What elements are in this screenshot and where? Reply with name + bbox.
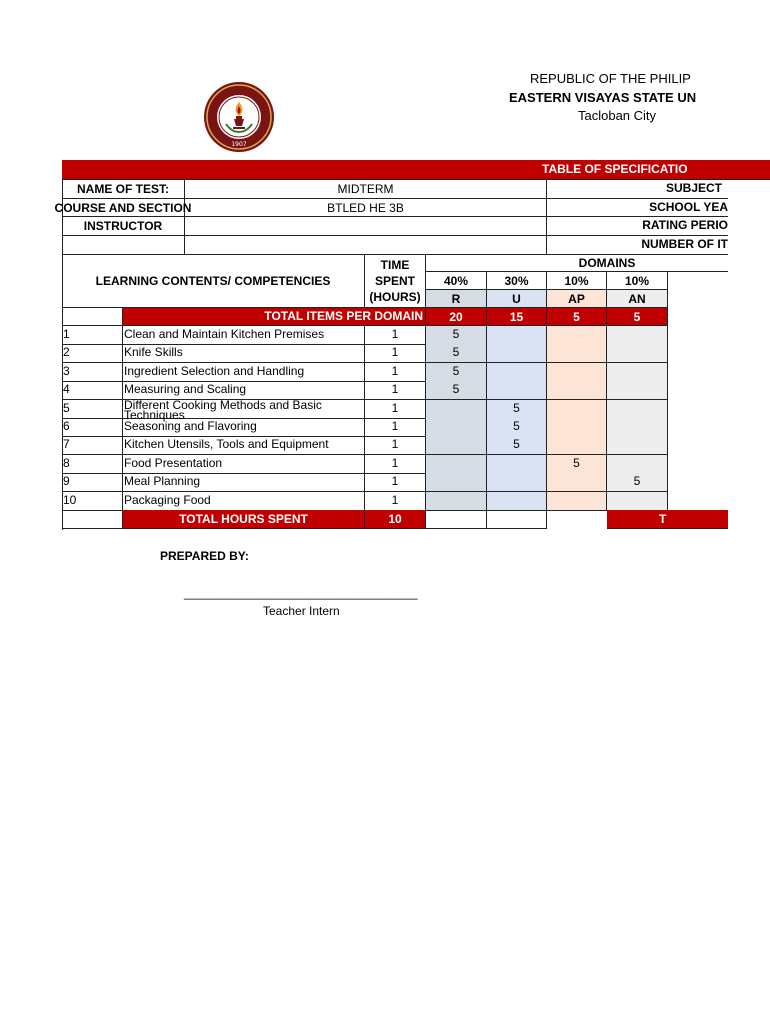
teacher-intern-label: Teacher Intern bbox=[263, 604, 340, 618]
total-items-u: 15 bbox=[487, 308, 547, 326]
blank-cell bbox=[62, 510, 123, 529]
row-an-items bbox=[607, 455, 668, 474]
row-an-items bbox=[607, 492, 668, 511]
row-an-items bbox=[607, 326, 668, 345]
row-r-items: 5 bbox=[426, 344, 487, 363]
row-ap-items bbox=[547, 418, 607, 437]
blank-cell bbox=[426, 510, 487, 529]
row-hours: 1 bbox=[365, 492, 426, 511]
percent-an: 10% bbox=[607, 272, 668, 290]
row-hours: 1 bbox=[365, 381, 426, 400]
time-spent-header bbox=[365, 255, 426, 308]
time-header-line: TIME bbox=[380, 258, 410, 272]
row-r-items: 5 bbox=[426, 363, 487, 382]
row-number: 8 bbox=[62, 455, 123, 474]
row-hours: 1 bbox=[365, 344, 426, 363]
row-u-items bbox=[487, 381, 547, 400]
number-of-items-label: NUMBER OF IT bbox=[547, 236, 728, 255]
row-ap-items bbox=[547, 492, 607, 511]
total-hours-value: 10 bbox=[365, 510, 426, 529]
domain-code-u: U bbox=[487, 290, 547, 308]
domain-code-ap: AP bbox=[547, 290, 607, 308]
instructor-label: INSTRUCTOR bbox=[62, 217, 185, 236]
row-r-items bbox=[426, 492, 487, 511]
blank-cell bbox=[487, 510, 547, 529]
row-ap-items bbox=[547, 400, 607, 419]
row-number: 2 bbox=[62, 344, 123, 363]
row-u-items bbox=[487, 363, 547, 382]
blank-cell bbox=[62, 236, 185, 255]
row-number: 10 bbox=[62, 492, 123, 511]
row-u-items: 5 bbox=[487, 400, 547, 419]
percent-ap: 10% bbox=[547, 272, 607, 290]
row-hours: 1 bbox=[365, 436, 426, 455]
row-r-items: 5 bbox=[426, 326, 487, 345]
row-u-items: 5 bbox=[487, 436, 547, 455]
table-title: TABLE OF SPECIFICATIO bbox=[540, 160, 770, 180]
row-u-items bbox=[487, 326, 547, 345]
row-hours: 1 bbox=[365, 418, 426, 437]
competency-text: Kitchen Utensils, Tools and Equipment bbox=[123, 436, 365, 455]
name-of-test-label: NAME OF TEST: bbox=[62, 180, 185, 199]
row-number: 1 bbox=[62, 326, 123, 345]
school-year-label: SCHOOL YEA bbox=[547, 199, 728, 217]
competency-text: Ingredient Selection and Handling bbox=[123, 363, 365, 382]
blank-cell bbox=[62, 308, 123, 326]
instructor-value bbox=[185, 217, 547, 236]
subject-label: SUBJECT bbox=[547, 180, 728, 199]
row-hours: 1 bbox=[365, 400, 426, 419]
row-r-items bbox=[426, 400, 487, 419]
rating-period-label: RATING PERIO bbox=[547, 217, 728, 236]
course-section-value: BTLED HE 3B bbox=[185, 199, 547, 217]
row-hours: 1 bbox=[365, 326, 426, 345]
contents-header: LEARNING CONTENTS/ COMPETENCIES bbox=[62, 255, 365, 308]
row-an-items: 5 bbox=[607, 473, 668, 492]
time-header-line: (HOURS) bbox=[369, 290, 421, 304]
row-number: 9 bbox=[62, 473, 123, 492]
domain-code-r: R bbox=[426, 290, 487, 308]
percent-u: 30% bbox=[487, 272, 547, 290]
row-r-items bbox=[426, 436, 487, 455]
row-u-items bbox=[487, 344, 547, 363]
name-of-test-value: MIDTERM bbox=[185, 180, 547, 199]
row-ap-items bbox=[547, 363, 607, 382]
competency-text: Knife Skills bbox=[123, 344, 365, 363]
total-items-r: 20 bbox=[426, 308, 487, 326]
row-u-items bbox=[487, 455, 547, 474]
row-ap-items: 5 bbox=[547, 455, 607, 474]
row-number: 3 bbox=[62, 363, 123, 382]
signature-line: ___________________________________ bbox=[184, 586, 418, 600]
row-an-items bbox=[607, 400, 668, 419]
row-hours: 1 bbox=[365, 455, 426, 474]
row-an-items bbox=[607, 344, 668, 363]
row-u-items: 5 bbox=[487, 418, 547, 437]
svg-text:1907: 1907 bbox=[231, 141, 247, 148]
university-seal-logo bbox=[200, 80, 278, 154]
row-r-items bbox=[426, 455, 487, 474]
competency-text: Measuring and Scaling bbox=[123, 381, 365, 400]
course-section-label: COURSE AND SECTION bbox=[62, 199, 185, 217]
time-header-line: SPENT bbox=[374, 274, 415, 288]
total-items-ap: 5 bbox=[547, 308, 607, 326]
row-an-items bbox=[607, 418, 668, 437]
percent-r: 40% bbox=[426, 272, 487, 290]
row-u-items bbox=[487, 473, 547, 492]
total-items-an: 5 bbox=[607, 308, 668, 326]
city-name: Tacloban City bbox=[578, 108, 657, 123]
title-row-spacer bbox=[62, 160, 547, 180]
row-r-items bbox=[426, 473, 487, 492]
table-of-specification bbox=[54, 160, 728, 530]
competency-text: Clean and Maintain Kitchen Premises bbox=[123, 326, 365, 345]
republic-heading: REPUBLIC OF THE PHILIP bbox=[530, 71, 691, 86]
row-number: 6 bbox=[62, 418, 123, 437]
domain-code-an: AN bbox=[607, 290, 668, 308]
domains-header: DOMAINS bbox=[426, 255, 728, 272]
row-an-items bbox=[607, 381, 668, 400]
blank-cell bbox=[185, 236, 547, 255]
prepared-by-label: PREPARED BY: bbox=[160, 549, 249, 563]
row-r-items: 5 bbox=[426, 381, 487, 400]
row-r-items bbox=[426, 418, 487, 437]
row-an-items bbox=[607, 363, 668, 382]
row-number: 5 bbox=[62, 400, 123, 419]
row-ap-items bbox=[547, 326, 607, 345]
total-hours-label: TOTAL HOURS SPENT bbox=[123, 510, 365, 529]
competency-text: Seasoning and Flavoring bbox=[123, 418, 365, 437]
total-items-label: TOTAL ITEMS PER DOMAIN bbox=[123, 308, 426, 326]
row-number: 4 bbox=[62, 381, 123, 400]
row-hours: 1 bbox=[365, 363, 426, 382]
row-u-items bbox=[487, 492, 547, 511]
row-an-items bbox=[607, 436, 668, 455]
competency-text: Meal Planning bbox=[123, 473, 365, 492]
row-ap-items bbox=[547, 436, 607, 455]
row-ap-items bbox=[547, 381, 607, 400]
row-hours: 1 bbox=[365, 473, 426, 492]
total-right-label: T bbox=[607, 510, 728, 529]
row-ap-items bbox=[547, 344, 607, 363]
row-number: 7 bbox=[62, 436, 123, 455]
competency-text: Different Cooking Methods and Basic Techniques bbox=[123, 400, 365, 419]
competency-text: Food Presentation bbox=[123, 455, 365, 474]
university-name: EASTERN VISAYAS STATE UN bbox=[509, 90, 697, 105]
row-ap-items bbox=[547, 473, 607, 492]
competency-text: Packaging Food bbox=[123, 492, 365, 511]
